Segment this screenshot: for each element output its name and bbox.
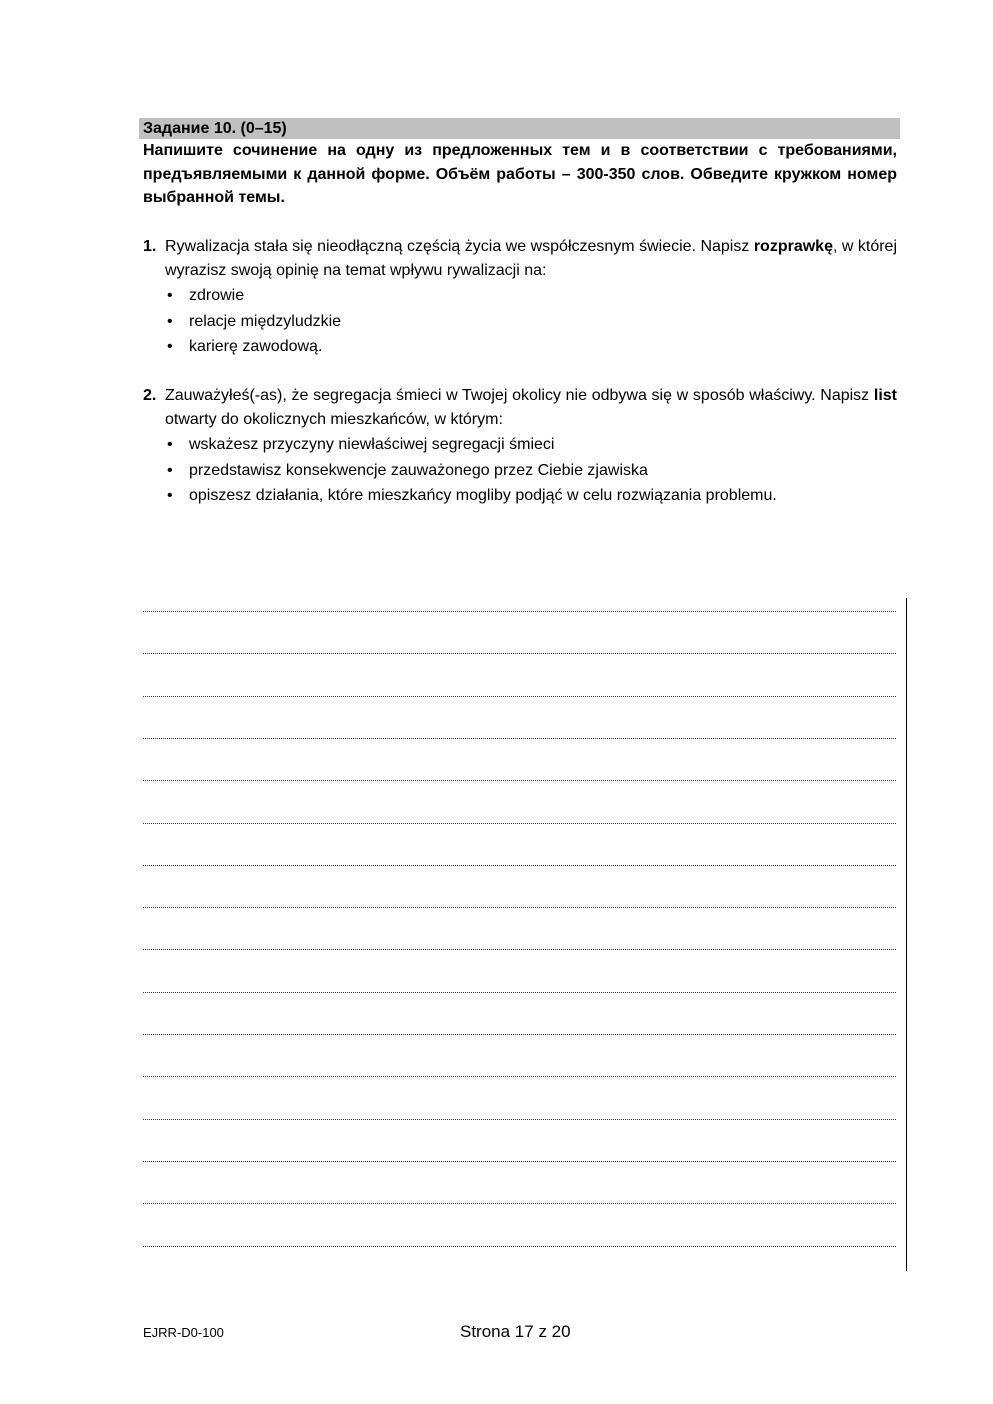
topic-prompt-text: Rywalizacja stała się nieodłączną częścią życia we współczesnym świecie. Napisz — [165, 238, 754, 255]
list-item-text: przedstawisz konsekwencje zauważonego przez Ciebie zjawiska — [189, 461, 648, 479]
topic-form-keyword: rozprawkę — [753, 238, 833, 255]
answer-line[interactable] — [143, 992, 896, 993]
answer-line[interactable] — [143, 1076, 896, 1077]
list-item-text: karierę zawodową. — [189, 338, 323, 355]
topic-prompt — [165, 235, 897, 282]
topic-bullet-list — [165, 283, 897, 360]
answer-line[interactable] — [143, 865, 896, 866]
list-item-text: wskażesz przyczyny niewłaściwej segregacji śmieci — [189, 436, 555, 453]
answer-line[interactable] — [143, 696, 896, 697]
task-header: Задание 10. (0–15) — [139, 118, 900, 139]
list-item — [165, 334, 897, 360]
topic-1[interactable] — [143, 235, 897, 360]
topic-prompt-text: , w której wyrazisz swoją opinię na temat wpływu rywalizacji na: — [165, 238, 898, 279]
answer-line[interactable] — [143, 653, 896, 654]
list-item — [165, 283, 897, 309]
list-item-text: zdrowie — [189, 287, 245, 304]
list-item — [165, 483, 897, 509]
answer-line[interactable] — [143, 1246, 896, 1247]
page-number: Strona 17 z 20 — [460, 1322, 571, 1341]
list-item — [165, 432, 897, 458]
answer-line[interactable] — [143, 780, 896, 781]
margin-rule — [906, 598, 907, 1271]
answer-area[interactable] — [143, 599, 896, 1259]
answer-line[interactable] — [143, 949, 896, 950]
topic-bullet-list — [165, 432, 897, 509]
list-item — [165, 309, 897, 335]
topic-prompt — [165, 384, 897, 431]
answer-line[interactable] — [143, 823, 896, 824]
answer-line[interactable] — [143, 1203, 896, 1204]
bullet-icon: • — [167, 487, 173, 504]
list-item-text: opiszesz działania, które mieszkańcy mogliby podjąć w celu rozwiązania problemu. — [189, 487, 777, 504]
bullet-icon: • — [167, 287, 173, 304]
bullet-icon: • — [167, 312, 173, 330]
list-item-text: relacje międzyludzkie — [189, 312, 342, 330]
topic-prompt-text: Zauważyłeś(-as), że segregacja śmieci w Twojej okolicy nie odbywa się w sposób właściwy. Napisz — [165, 387, 874, 404]
topic-2[interactable] — [143, 384, 897, 509]
answer-line[interactable] — [143, 907, 896, 908]
bullet-icon: • — [167, 461, 173, 479]
task-instruction: Напишите сочинение на одну из предложенных тем и в соответствии с требованиями, предъявляемыми к данной форме. Объём работы – 300-350 слов. Обведите кружком номер выбранной темы. — [143, 142, 897, 206]
topic-number[interactable]: 1. — [143, 238, 157, 255]
topic-form-keyword: list — [873, 387, 897, 404]
answer-line[interactable] — [143, 738, 896, 739]
answer-line[interactable] — [143, 611, 896, 612]
document-code: EJRR-D0-100 — [143, 1325, 224, 1340]
answer-line[interactable] — [143, 1161, 896, 1162]
topic-prompt-text: otwarty do okolicznych mieszkańców, w którym: — [165, 410, 503, 428]
answer-line[interactable] — [143, 1119, 896, 1120]
bullet-icon: • — [167, 436, 173, 453]
topic-number[interactable]: 2. — [143, 387, 157, 404]
answer-line[interactable] — [143, 1034, 896, 1035]
list-item — [165, 458, 897, 484]
bullet-icon: • — [167, 338, 173, 355]
